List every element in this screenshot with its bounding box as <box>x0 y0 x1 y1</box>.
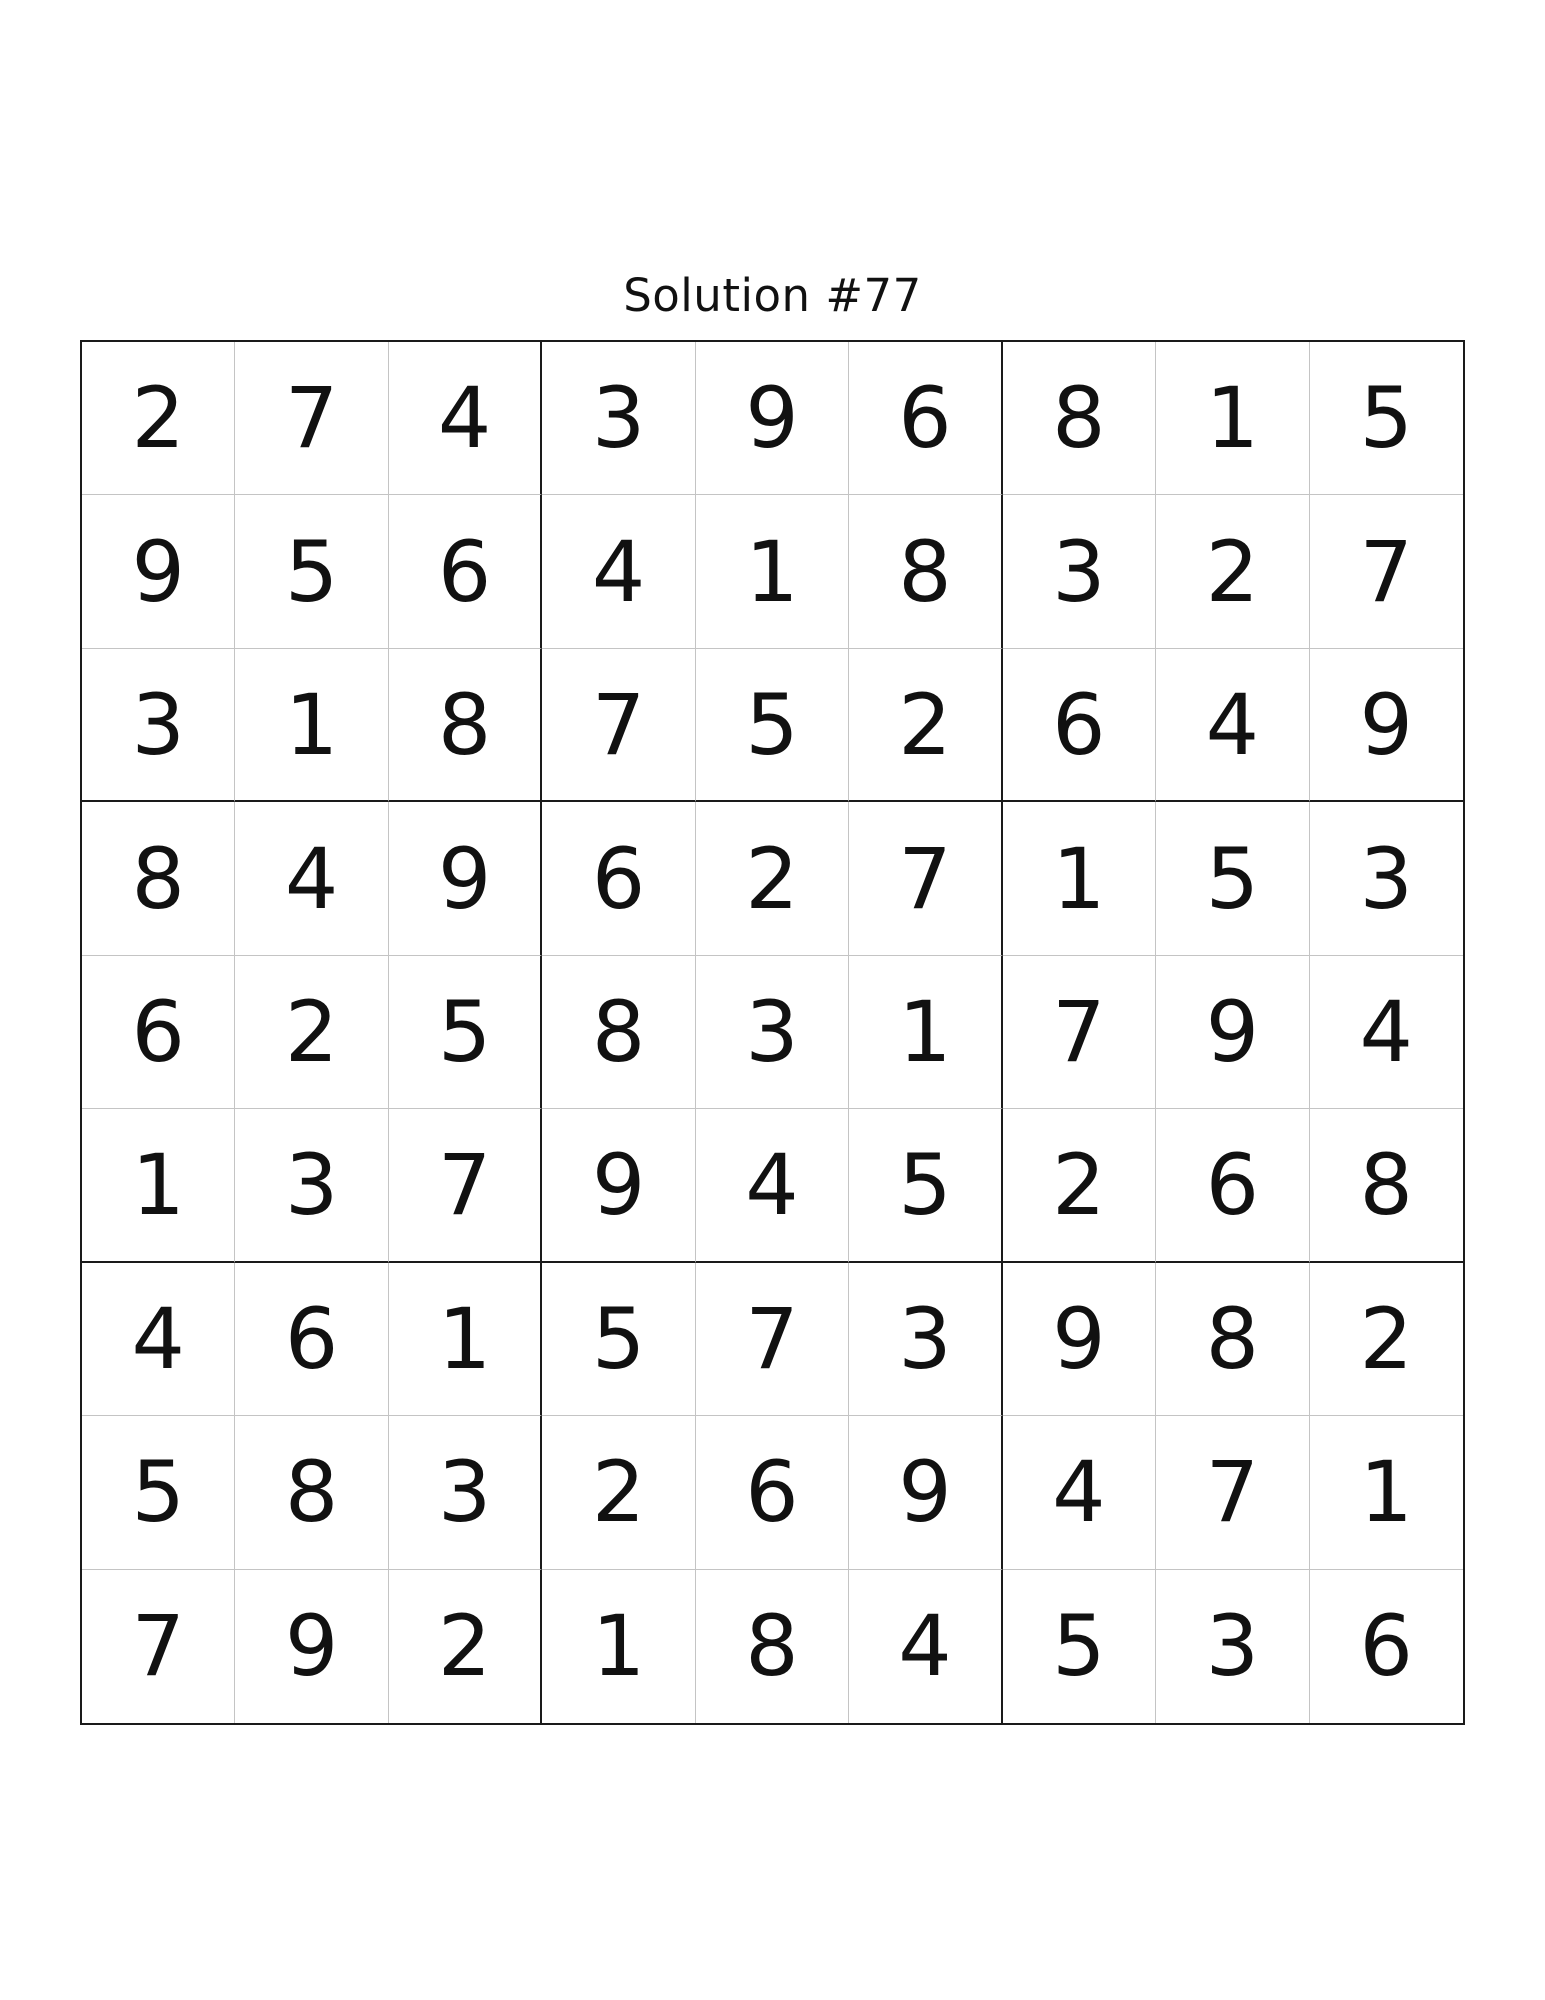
sudoku-cell: 9 <box>1156 956 1309 1109</box>
sudoku-cell: 9 <box>1310 649 1463 802</box>
sudoku-cell: 5 <box>82 1416 235 1569</box>
sudoku-cell: 1 <box>82 1109 235 1262</box>
sudoku-cell: 3 <box>82 649 235 802</box>
sudoku-cell: 4 <box>82 1263 235 1416</box>
sudoku-cell: 8 <box>82 802 235 955</box>
sudoku-cell: 1 <box>542 1570 695 1723</box>
sudoku-cell: 4 <box>696 1109 849 1262</box>
sudoku-cell: 1 <box>235 649 388 802</box>
sudoku-cell: 4 <box>235 802 388 955</box>
sudoku-cell: 1 <box>696 495 849 648</box>
sudoku-cell: 9 <box>696 342 849 495</box>
sudoku-cell: 2 <box>1003 1109 1156 1262</box>
sudoku-cell: 8 <box>1156 1263 1309 1416</box>
sudoku-cell: 5 <box>849 1109 1002 1262</box>
sudoku-cell: 9 <box>542 1109 695 1262</box>
sudoku-cell: 2 <box>849 649 1002 802</box>
sudoku-cell: 3 <box>1310 802 1463 955</box>
puzzle-title: Solution #77 <box>623 269 922 322</box>
sudoku-cell: 2 <box>235 956 388 1109</box>
sudoku-cell: 5 <box>1310 342 1463 495</box>
sudoku-cell: 3 <box>1156 1570 1309 1723</box>
sudoku-cell: 2 <box>542 1416 695 1569</box>
sudoku-cell: 1 <box>1156 342 1309 495</box>
sudoku-cell: 4 <box>849 1570 1002 1723</box>
sudoku-cell: 7 <box>1310 495 1463 648</box>
sudoku-cell: 9 <box>82 495 235 648</box>
sudoku-cell: 3 <box>235 1109 388 1262</box>
sudoku-cell: 5 <box>235 495 388 648</box>
sudoku-cell: 6 <box>696 1416 849 1569</box>
sudoku-cell: 2 <box>696 802 849 955</box>
sudoku-cell: 7 <box>235 342 388 495</box>
sudoku-cell: 3 <box>389 1416 542 1569</box>
sudoku-cell: 5 <box>696 649 849 802</box>
sudoku-cell: 3 <box>1003 495 1156 648</box>
sudoku-cell: 3 <box>849 1263 1002 1416</box>
sudoku-cell: 2 <box>1310 1263 1463 1416</box>
sudoku-cell: 4 <box>1003 1416 1156 1569</box>
sudoku-cell: 8 <box>1310 1109 1463 1262</box>
sudoku-cell: 9 <box>235 1570 388 1723</box>
sudoku-cell: 9 <box>389 802 542 955</box>
sudoku-cell: 1 <box>1310 1416 1463 1569</box>
sudoku-cell: 1 <box>1003 802 1156 955</box>
sudoku-cell: 5 <box>1003 1570 1156 1723</box>
sudoku-cell: 8 <box>542 956 695 1109</box>
sudoku-cell: 9 <box>849 1416 1002 1569</box>
sudoku-cell: 8 <box>389 649 542 802</box>
sudoku-cell: 6 <box>1156 1109 1309 1262</box>
sudoku-cell: 7 <box>696 1263 849 1416</box>
sudoku-cell: 7 <box>389 1109 542 1262</box>
sudoku-cell: 4 <box>389 342 542 495</box>
sudoku-cell: 8 <box>235 1416 388 1569</box>
sudoku-cell: 2 <box>82 342 235 495</box>
sudoku-cell: 7 <box>542 649 695 802</box>
sudoku-cell: 4 <box>542 495 695 648</box>
sudoku-cell: 3 <box>696 956 849 1109</box>
sudoku-cell: 7 <box>1003 956 1156 1109</box>
sudoku-cell: 6 <box>389 495 542 648</box>
sudoku-cell: 8 <box>849 495 1002 648</box>
sudoku-cell: 2 <box>389 1570 542 1723</box>
sudoku-grid <box>80 340 1465 1725</box>
sudoku-cell: 8 <box>1003 342 1156 495</box>
sudoku-cell: 5 <box>1156 802 1309 955</box>
sudoku-cell: 7 <box>82 1570 235 1723</box>
sudoku-cell: 7 <box>849 802 1002 955</box>
sudoku-cell: 4 <box>1156 649 1309 802</box>
sudoku-cell: 2 <box>1156 495 1309 648</box>
sudoku-cell: 6 <box>849 342 1002 495</box>
sudoku-cell: 5 <box>389 956 542 1109</box>
sudoku-cell: 6 <box>1359 1597 1413 1696</box>
sudoku-cell: 1 <box>389 1263 542 1416</box>
sudoku-cell: 7 <box>1156 1416 1309 1569</box>
sudoku-cell: 9 <box>1003 1263 1156 1416</box>
sudoku-cell: 4 <box>1310 956 1463 1109</box>
sudoku-cell: 6 <box>235 1263 388 1416</box>
sudoku-cell: 5 <box>542 1263 695 1416</box>
sudoku-cell: 6 <box>82 956 235 1109</box>
sudoku-cell: 6 <box>542 802 695 955</box>
sudoku-cell: 1 <box>849 956 1002 1109</box>
sudoku-cell: 8 <box>696 1570 849 1723</box>
sudoku-cell: 3 <box>542 342 695 495</box>
sudoku-cell: 6 <box>1003 649 1156 802</box>
